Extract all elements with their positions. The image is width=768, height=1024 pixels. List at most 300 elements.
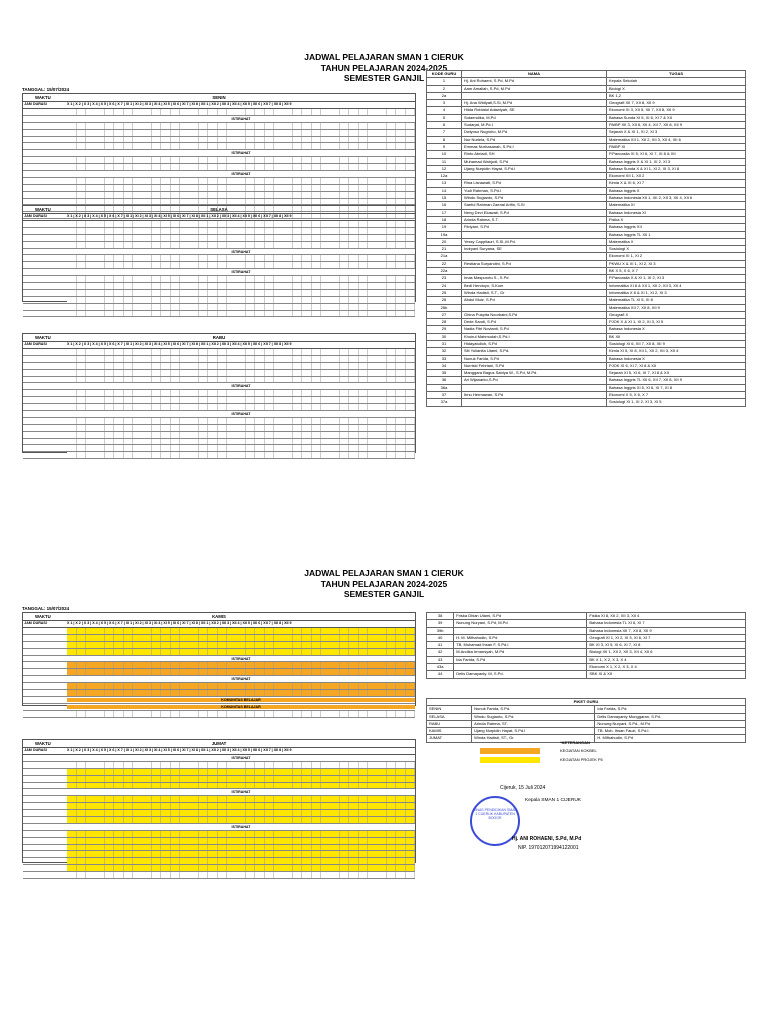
guru-nama: Arinda Rahma, S.T.	[462, 216, 607, 223]
guru-tugas: Matematika XII 1, XII 2, XII 3, XII 4, XII 6	[607, 136, 746, 143]
day-label: SELASA	[210, 207, 228, 212]
schedule-row	[23, 418, 415, 425]
class-cells	[67, 635, 415, 641]
schedule-senin	[22, 93, 416, 205]
schedule-row	[23, 192, 415, 199]
piket-b: Ida Farida, S.Pd.	[595, 706, 746, 713]
class-cells	[67, 762, 415, 768]
guru-row	[427, 289, 746, 296]
durasi-header: DURASI	[33, 214, 47, 218]
guru-tugas: P.Pancasila X & XI 1, XI 2, XI 3	[607, 275, 746, 282]
istirahat-label: ISTIRAHAT	[231, 656, 251, 661]
guru-kode: 17	[427, 209, 462, 216]
guru-row	[427, 114, 746, 121]
guru-tugas: Sosiologi XI 1, XI 2, XI 3, XI 5	[607, 399, 746, 406]
guru-row	[427, 620, 746, 627]
guru-kode: 14	[427, 187, 462, 194]
schedule-row	[23, 662, 415, 669]
guru-row	[427, 377, 746, 384]
class-cells	[67, 439, 415, 445]
guru-tugas: Matematika XI	[607, 202, 746, 209]
piket-b: H. Mifhahudin, S.Pd	[595, 735, 746, 742]
schedule-row	[23, 776, 415, 783]
guru-row	[427, 348, 746, 355]
jam-header: JAM	[24, 748, 32, 752]
guru-row	[427, 158, 746, 165]
guru-tugas: BK 1,2	[607, 92, 746, 99]
day-label: JUMAT	[211, 741, 227, 746]
guru-row	[427, 613, 746, 620]
day-header	[23, 740, 415, 748]
class-cells	[67, 810, 415, 816]
piket-hari: KAMIS	[427, 728, 472, 735]
guru-row	[427, 180, 746, 187]
guru-row	[427, 78, 746, 85]
piket-hari: RABU	[427, 720, 472, 727]
jam-header: JAM	[24, 214, 32, 218]
class-cells	[67, 796, 415, 802]
guru-nama: Friska Dhian Utami, S.Pd	[454, 613, 587, 620]
class-cells	[67, 803, 415, 809]
schedule-row	[23, 123, 415, 130]
class-cells	[67, 452, 415, 458]
guru-kode: 33	[427, 355, 462, 362]
class-cells	[67, 865, 415, 871]
guru-nama: Khoirul Mahmudah,S.Pd.I	[462, 333, 607, 340]
guru-kode: 43	[427, 656, 454, 663]
piket-hari: JUMAT	[427, 735, 472, 742]
guru-kode: 11	[427, 158, 462, 165]
durasi-header: DURASI	[33, 748, 47, 752]
guru-tugas: Bahasa Indonesia XI	[607, 209, 746, 216]
schedule-row	[23, 872, 415, 879]
guru-row	[427, 333, 746, 340]
class-cells	[67, 669, 415, 675]
schedule-row	[23, 150, 415, 157]
guru-kode: 16	[427, 202, 462, 209]
istirahat-label: ISTIRAHAT	[231, 677, 251, 682]
guru-nama: Nurriski Febriani, S.Pd	[462, 362, 607, 369]
guru-kode: 44	[427, 671, 454, 678]
day-header	[23, 94, 415, 102]
day-label: SENIN	[212, 95, 226, 100]
guru-tugas: Bahasa Inggris XII	[607, 224, 746, 231]
guru-nama: Rina Lisnawati, S.Pd	[462, 180, 607, 187]
guru-nama: Indryani Suryana, SE	[462, 246, 607, 253]
guru-nama: Nunuk Farida, S.Pd	[462, 355, 607, 362]
color-swatch	[480, 757, 540, 763]
guru-tugas: Fisika XI 8, XII 2, XII 3, XII 4	[587, 613, 746, 620]
keterangan-title: *KETERANGAN	[560, 740, 590, 745]
guru-nama: Sutaendika, M.Pd	[462, 114, 607, 121]
guru-nama: Ujang Nurpidin Hayat, S.Pd.I	[462, 165, 607, 172]
guru-tugas: Kimia XI 5, XI 8, XII 1, XII 2, XII 3, XII 4	[607, 348, 746, 355]
guru-nama: M.Andika Irmansyah, M.Pd	[454, 649, 587, 656]
guru-tugas: Ekonomi XI 3, XII 5, XII 7, XII 8, XII 9	[607, 107, 746, 114]
class-cells	[67, 143, 415, 149]
guru-tugas: Sejarah XI 5, XI 6, XI 7, XI 8 & XII	[607, 370, 746, 377]
schedule-row	[23, 269, 415, 276]
schedule-row	[23, 628, 415, 635]
guru-tugas: Geografi XI 1, XI 2, XI 3, XI 6, XI 7	[587, 634, 746, 641]
schedule-row	[23, 810, 415, 817]
schedule-row	[23, 851, 415, 858]
guru-row	[427, 370, 746, 377]
class-cells	[67, 776, 415, 782]
schedule-row	[23, 297, 415, 304]
guru-kode: 8	[427, 136, 462, 143]
schedule-rows	[23, 109, 415, 219]
guru-nama: Nunung Nuryani, S.Pd, M.Pd	[454, 620, 587, 627]
guru-kode: 12a	[427, 173, 462, 180]
guru-row	[427, 224, 746, 231]
schedule-row	[23, 452, 415, 459]
day-header	[23, 613, 415, 621]
sign-role: Kepala SMAN 1 CIJERUK	[525, 798, 581, 803]
guru-row	[427, 664, 746, 671]
class-cells	[67, 432, 415, 438]
title-line: SEMESTER GANJIL	[343, 589, 425, 599]
class-cells	[67, 228, 415, 234]
class-headers: X 1 | X 2 | X 3 | X 4 | X 5 | X 6 | X 7 | XI 1 | XI 2 | XI 3 | XI 4 | XI 5 | XI 6 | XI 7 | XI 8 | XII 1 | XII 2 | XII 3 | XII 4 | XII 5 | XII 6 | XII 7 | XII 8 | XII 9	[67, 621, 292, 625]
guru-tugas: Ekonomi X 5, X 6, X 7	[607, 392, 746, 399]
class-cells	[67, 370, 415, 376]
schedule-row	[23, 130, 415, 137]
guru-nama	[462, 268, 607, 275]
guru-nama	[462, 253, 607, 260]
guru-nama: Siti Yulianita Utami, S.Pd.	[462, 348, 607, 355]
column-header	[23, 342, 415, 349]
class-cells	[67, 363, 415, 369]
guru-kode: 25	[427, 289, 462, 296]
class-cells	[67, 185, 415, 191]
class-cells	[67, 242, 415, 248]
guru-kode: 1	[427, 78, 462, 85]
guru-kode: 39b	[427, 627, 454, 634]
class-cells	[67, 642, 415, 648]
guru-row	[427, 143, 746, 150]
schedule-row	[23, 697, 415, 704]
guru-tugas: PKWU X & XI 1, XI 2, XI 3	[607, 260, 746, 267]
guru-tugas: Bahasa Indonesia X	[607, 355, 746, 362]
guru-tugas: Ekonomi XI 1, XI 2	[607, 253, 746, 260]
istirahat-label: ISTIRAHAT	[231, 755, 251, 760]
guru-kode: 26	[427, 297, 462, 304]
tugas-header: TUGAS	[607, 71, 746, 78]
guru-row	[427, 165, 746, 172]
guru-row	[427, 627, 746, 634]
guru-tugas: Sosiologi X	[607, 246, 746, 253]
class-cells	[67, 356, 415, 362]
schedule-row	[23, 845, 415, 852]
guru-kode: 30	[427, 333, 462, 340]
schedule-row	[23, 390, 415, 397]
schedule-row	[23, 290, 415, 297]
class-cells	[67, 137, 415, 143]
guru-nama: Rinto Abriadi, SH	[462, 151, 607, 158]
class-cells	[67, 178, 415, 184]
guru-row	[427, 304, 746, 311]
jam-header: JAM	[24, 102, 32, 106]
guru-kode: 32	[427, 348, 462, 355]
guru-tugas: Bahasa Sunda XI 5, XI 6, XI 7 & XII	[607, 114, 746, 121]
guru-nama: Restiana Suryandini, S.Pd	[462, 260, 607, 267]
guru-tugas: Bahasa Indonesia TL XI 6, XI 7	[587, 620, 746, 627]
class-cells	[67, 311, 415, 317]
guru-tugas: Matematika TL XI 5, XI 8	[607, 297, 746, 304]
guru-row	[427, 100, 746, 107]
schedule-row	[23, 432, 415, 439]
guru-row	[427, 649, 746, 656]
class-cells	[67, 769, 415, 775]
schedule-row	[23, 171, 415, 178]
guru-tugas: Bahasa Indonesia XII 1, XII 2, XII 3, XII 4, XII 6	[607, 195, 746, 202]
guru-kode: 31	[427, 340, 462, 347]
guru-nama: TB. Muhamad Ihsan F, S.Pd.I	[454, 642, 587, 649]
schedule-row	[23, 363, 415, 370]
class-cells	[67, 297, 415, 303]
guru-row	[427, 634, 746, 641]
class-cells	[67, 397, 415, 403]
piket-a: Nunuk Farida, S.Pd.	[472, 706, 595, 713]
guru-tugas: Matematika X	[607, 238, 746, 245]
schedule-row	[23, 185, 415, 192]
durasi-header: DURASI	[33, 342, 47, 346]
day-header	[23, 334, 415, 342]
guru-tugas: Sosiologi XI 6, XII 7, XII 8, XII 9	[607, 340, 746, 347]
guru-kode: 26b	[427, 304, 462, 311]
guru-kode: 15	[427, 195, 462, 202]
guru-tugas: Bahasa Inggris TL XII 6, XII 7, XII 8, XII 9	[607, 377, 746, 384]
class-cells	[67, 130, 415, 136]
guru-tugas: PAIBP XII 3, XII 6, XII 4, XII 7, XII 8, XII 9	[607, 122, 746, 129]
guru-kode: 41	[427, 642, 454, 649]
guru-row	[427, 209, 746, 216]
guru-nama: Winda Hadisti, S.T., Gr	[462, 289, 607, 296]
istirahat-label: ISTIRAHAT	[231, 790, 251, 795]
guru-row	[427, 319, 746, 326]
schedule-row	[23, 411, 415, 418]
schedule-row	[23, 690, 415, 697]
guru-nama: H. M. Mifhahudin, S.Pd	[454, 634, 587, 641]
schedule-row	[23, 235, 415, 242]
class-cells	[67, 711, 415, 717]
title-line: JADWAL PELAJARAN SMAN 1 CIERUK	[304, 568, 464, 578]
guru-tugas: BK XI 3, XI 5, XI 6, XI 7, XI 8	[587, 642, 746, 649]
guru-tugas: Bahasa Indonesia X	[607, 326, 746, 333]
guru-nama: Hilda Robiatul Adawiyah, SE	[462, 107, 607, 114]
class-headers: X 1 | X 2 | X 3 | X 4 | X 5 | X 6 | X 7 | XI 1 | XI 2 | XI 3 | XI 4 | XI 5 | XI 6 | XI 7 | XI 8 | XII 1 | XII 2 | XII 3 | XII 4 | XII 5 | XII 6 | XII 7 | XII 8 | XII 9	[67, 102, 292, 106]
piket-title-row	[427, 699, 746, 706]
guru-nama: Ghina Puspita Noorbaini,S.Pd	[462, 311, 607, 318]
class-cells	[67, 418, 415, 424]
guru-nama: Yessy Cappilauri, S.Si.,M.Pd.	[462, 238, 607, 245]
column-header	[23, 621, 415, 628]
guru-kode: 34	[427, 362, 462, 369]
class-cells	[67, 817, 415, 823]
class-cells	[67, 157, 415, 163]
guru-kode: 40	[427, 634, 454, 641]
schedule-row	[23, 865, 415, 872]
class-headers: X 1 | X 2 | X 3 | X 4 | X 5 | X 6 | X 7 | XI 1 | XI 2 | XI 3 | XI 4 | XI 5 | XI 6 | XI 7 | XI 8 | XII 1 | XII 2 | XII 3 | XII 4 | XII 5 | XII 6 | XII 7 | XII 8 | XII 9	[67, 214, 292, 218]
class-cells	[67, 662, 415, 668]
sign-name: Hj. ANI ROHAENI, S.Pd, M.Pd	[512, 836, 582, 842]
schedule-row	[23, 255, 415, 262]
guru-row	[427, 92, 746, 99]
class-cells	[67, 283, 415, 289]
guru-nama: Windu Sugianto, S.Pd	[462, 195, 607, 202]
jam-header: JAM	[24, 621, 32, 625]
guru-row	[427, 275, 746, 282]
class-cells	[67, 349, 415, 355]
guru-tugas: Ekonomi XII 1, XII 2	[607, 173, 746, 180]
waktu-label: WAKTU	[35, 207, 51, 212]
page2-title	[0, 568, 768, 600]
guru-kode: 13	[427, 180, 462, 187]
guru-kode: 43a	[427, 664, 454, 671]
durasi-header: DURASI	[33, 102, 47, 106]
schedule-row	[23, 683, 415, 690]
waktu-label: WAKTU	[35, 335, 51, 340]
guru-tugas: Geografi XII 7, XII 8, XII 9	[607, 100, 746, 107]
guru-nama: Hj. Ani Rohaeni, S.Pd, M.Pd	[462, 78, 607, 85]
title-line: TAHUN PELAJARAN 2024-2025	[320, 62, 448, 73]
guru-tugas: PJOK X & XI 1, XI 2, XI 3, XI 5	[607, 319, 746, 326]
schedule-row	[23, 817, 415, 824]
class-cells	[67, 262, 415, 268]
schedule-row	[23, 116, 415, 123]
guru-kode: 36a	[427, 384, 462, 391]
schedule-row	[23, 838, 415, 845]
schedule-row	[23, 404, 415, 411]
guru-kode: 37a	[427, 399, 462, 406]
guru-nama: Hj. Ana Widiyati,S.Si, M.Pd	[462, 100, 607, 107]
guru-nama: Ari Wijanarko,S.Pd	[462, 377, 607, 384]
guru-tugas: P.Pancasila XI 5, XI 6, XI 7, XI 8 & XII	[607, 151, 746, 158]
piket-a: Windu Sugianto, S.Pd.	[472, 713, 595, 720]
column-header	[23, 214, 415, 221]
schedule-row	[23, 178, 415, 185]
schedule-rabu	[22, 333, 416, 453]
guru-row	[427, 253, 746, 260]
guru-tugas: Fisika X	[607, 216, 746, 223]
schedule-row	[23, 635, 415, 642]
piket-a: Ujang Nurpidin Hayat, S.Pd.I	[472, 728, 595, 735]
istirahat-label: ISTIRAHAT	[231, 384, 251, 389]
schedule-rows	[23, 349, 415, 459]
guru-kode: 19a	[427, 231, 462, 238]
schedule-row	[23, 669, 415, 676]
schedule-row	[23, 356, 415, 363]
schedule-row	[23, 704, 415, 711]
schedule-row	[23, 228, 415, 235]
guru-kode: 38	[427, 613, 454, 620]
day-label: KAMIS	[212, 614, 226, 619]
guru-nama: Yudi Rahman, S.Pd.I	[462, 187, 607, 194]
guru-kode: 10	[427, 151, 462, 158]
class-cells	[67, 276, 415, 282]
guru-nama: Nur Nurlela, S.Pd	[462, 136, 607, 143]
komunitas-label: KOMUNITAS BELAJAR	[67, 705, 415, 709]
schedule-row	[23, 262, 415, 269]
guru-row	[427, 187, 746, 194]
schedule-selasa	[22, 205, 416, 302]
guru-row	[427, 392, 746, 399]
guru-nama: Sudarjat, M.Pd.I	[462, 122, 607, 129]
piket-hari: SENIN	[427, 706, 472, 713]
guru-nama	[462, 173, 607, 180]
piket-row	[427, 720, 746, 727]
guru-kode: 19	[427, 224, 462, 231]
guru-tugas: Kimia X & XI 6, XI 7	[607, 180, 746, 187]
piket-b: Nunung Nuryani, S.Pd., M.Pd	[595, 720, 746, 727]
guru-tugas: Biologi XII 1, XII 2, XII 3, XII 4, XII 6	[587, 649, 746, 656]
guru-table-2	[426, 612, 746, 679]
guru-row	[427, 260, 746, 267]
piket-table	[426, 698, 746, 743]
guru-nama	[462, 384, 607, 391]
schedule-row	[23, 221, 415, 228]
class-cells	[67, 649, 415, 655]
guru-kode: 7	[427, 129, 462, 136]
color-swatch	[480, 748, 540, 754]
schedule-row	[23, 831, 415, 838]
class-cells	[67, 683, 415, 689]
guru-kode: 12	[427, 165, 462, 172]
piket-a: Winda Hadisti, ST., Gr.	[472, 735, 595, 742]
guru-row	[427, 202, 746, 209]
class-cells	[67, 628, 415, 634]
schedule-row	[23, 789, 415, 796]
guru-nama	[462, 231, 607, 238]
keterangan	[480, 740, 670, 763]
schedule-row	[23, 397, 415, 404]
guru-kode: 24	[427, 282, 462, 289]
column-header	[23, 102, 415, 109]
guru-kode: 37	[427, 392, 462, 399]
guru-row	[427, 216, 746, 223]
guru-row	[427, 85, 746, 92]
guru-row	[427, 355, 746, 362]
jam-header: JAM	[24, 342, 32, 346]
guru-tugas: Sejarah X & XI 1, XI 2, XI 3	[607, 129, 746, 136]
guru-kode: 2	[427, 85, 462, 92]
schedule-row	[23, 439, 415, 446]
schedule-row	[23, 143, 415, 150]
guru-nama: Delis Damayanty. M, S.Pd.	[454, 671, 587, 678]
guru-kode: 22	[427, 260, 462, 267]
guru-tugas: BK XII	[607, 333, 746, 340]
piket-title: PIKET GURU	[427, 699, 746, 706]
piket-a: Arinda Rahma, ST.	[472, 720, 595, 727]
guru-tugas: Kepala Sekolah	[607, 78, 746, 85]
guru-tugas: Biologi X	[607, 85, 746, 92]
schedule-row	[23, 304, 415, 311]
keterangan-item	[480, 757, 670, 763]
istirahat-label: ISTIRAHAT	[231, 116, 251, 121]
guru-nama: Muhamad Wahjudi, S.Pd	[462, 158, 607, 165]
guru-nama: Fitriyani, S.Pd	[462, 224, 607, 231]
schedule-kamis	[22, 612, 416, 709]
guru-tugas: Bahasa Sunda X & XI 1, XI 2, XI 3, XI 8	[607, 165, 746, 172]
class-cells	[67, 290, 415, 296]
schedule-rows	[23, 221, 415, 317]
guru-row	[427, 340, 746, 347]
guru-header-row	[427, 71, 746, 78]
kode-header: KODE GURU	[427, 71, 462, 78]
guru-row	[427, 107, 746, 114]
guru-nama	[462, 304, 607, 311]
